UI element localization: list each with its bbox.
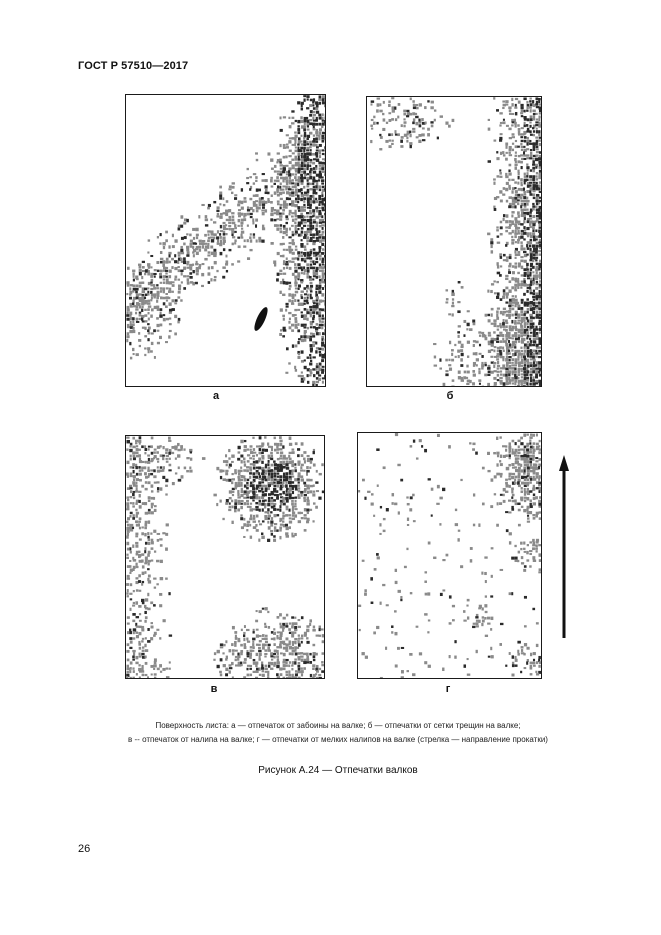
page-number: 26 <box>78 843 91 855</box>
panel-label-b: б <box>446 390 454 402</box>
figure-panel-g-image <box>357 432 542 679</box>
document-header: ГОСТ Р 57510—2017 <box>78 60 189 72</box>
figure-panel-a-image <box>125 94 326 387</box>
roll-print-texture-b <box>367 97 541 386</box>
roll-print-texture-v <box>126 436 324 678</box>
roll-print-texture-a <box>126 95 325 386</box>
panel-label-v: в <box>210 683 218 695</box>
figure-legend-line-2: в -- отпечаток от налипа на валке; г — отпечатки от мелких налипов на валке (стрелка — направление прокатки) <box>128 735 548 744</box>
figure-panel-b-image <box>366 96 542 387</box>
figure-title: Рисунок А.24 — Отпечатки валков <box>258 765 418 776</box>
figure-panel-v-image <box>125 435 325 679</box>
figure-legend-line-1: Поверхность листа: а — отпечаток от забоины на валке; б — отпечатки от сетки трещин на валке; <box>155 721 521 730</box>
panel-label-g: г <box>445 683 451 695</box>
panel-label-a: а <box>212 390 220 402</box>
roll-print-texture-g <box>358 433 541 678</box>
rolling-direction-arrow-icon <box>558 455 570 638</box>
